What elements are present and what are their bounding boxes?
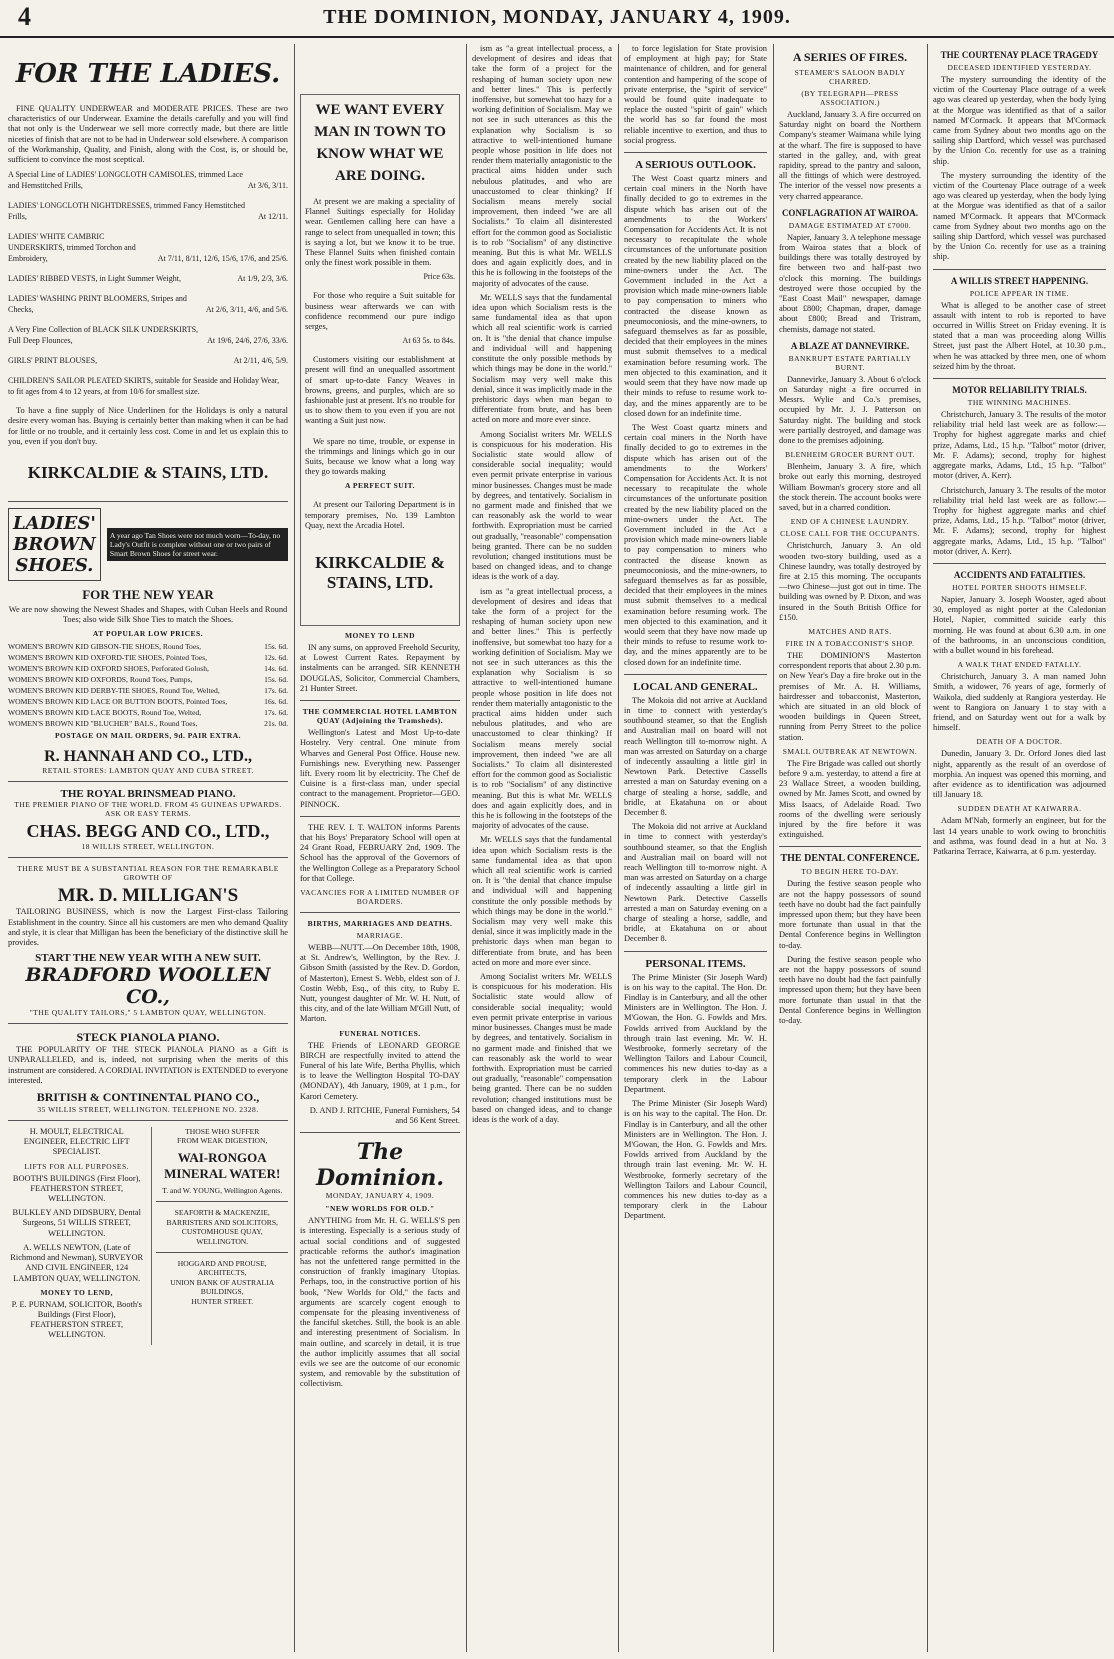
- school-notice: THE REV. I. T. WALTON informs Parents that his Boys' Preparatory School will open at 24 Grant Road, FEBRUARY 2nd, 1909. The School has the approval of the Governors of the Wellington College as a Preparatory School for that College.: [300, 822, 460, 883]
- editorial-continued-3b: Among Socialist writers Mr. WELLS is conspicuous for his moderation. His Socialistic state would allow of considerable social inequality; would even permit private enterprise in various minor businesses. Changes must be made by degrees, and tentatively. Socialism in no garment made and finished that we can reasonably ask the world to wear forthwith. Expropriation must be carried out gradually, "reasonable" compensation being granted. There can be no sudden revolution; changed institutions must be based on changed ideas, and to change ideas is the work of a day.: [472, 972, 612, 1124]
- masthead-title: THE DOMINION, MONDAY, JANUARY 4, 1909.: [323, 6, 791, 28]
- steck-title: STECK PIANOLA PIANO.: [76, 1030, 220, 1045]
- funeral-notice: THE Friends of LEONARD GEORGE BIRCH are respectfully invited to attend the Funeral of his late Wife, Bertha Phyllis, which is to leave the Wellington Hospital TO-DAY (MONDAY), 4th January, 1909, at 1 p.m., for Karori Cemetery.: [300, 1040, 460, 1101]
- shoe-line-price: 15s. 6d.: [264, 675, 288, 685]
- motor-body: Christchurch, January 3. The results of the motor reliability trial held last week are as follow:—Trophy for highest aggregate marks and chief prize, Adams, Ltd., 15 h.p. "Talbot" motor (driver, Mr. F. Adams); second, trophy for highest aggregate marks, Adams, Ltd., 15 h.p. "Talbot" motor (driver, A. Kerr).: [933, 410, 1106, 481]
- shoe-line: [8, 663, 288, 674]
- dental-subheading: TO BEGIN HERE TO-DAY.: [801, 867, 899, 877]
- flannel-suit-ad: [300, 94, 460, 626]
- underwear-item: [8, 355, 288, 366]
- hotel-porter-heading: HOTEL PORTER SHOOTS HIMSELF.: [952, 582, 1087, 592]
- money-to-lend-body: IN any sums, on approved Freehold Security, at Lowest Current Rates. Repayment by instalments can be arranged. SIR KENNETH DOUGLAS, Solicitor, Commercial Chambers, 21 Hunter Street.: [300, 643, 460, 693]
- underwear-item: [8, 169, 288, 191]
- willis-subheading: POLICE APPEAR IN TIME.: [969, 288, 1070, 298]
- bradford-address: "THE QUALITY TAILORS," 5 LAMBTON QUAY, WELLINGTON.: [29, 1008, 267, 1018]
- accidents-heading: ACCIDENTS AND FATALITIES.: [953, 569, 1086, 580]
- wairoa-subheading: DAMAGE ESTIMATED AT £7000.: [788, 220, 912, 230]
- steamer-body: Auckland, January 3. A fire occurred on Saturday night on board the Northern Company's steamer Waimana while lying at the wharf. The fire is supposed to have started in the galley, and, with great rapidity, spread to the pantry and saloon, all the fittings of which were destroyed. The interior of the vessel now presents a very charred appearance.: [779, 110, 921, 201]
- lifts-line: LIFTS FOR ALL PURPOSES.: [24, 1161, 130, 1171]
- blenheim-body: Blenheim, January 3. A fire, which broke out early this morning, destroyed William Bowman's grocery store and all the stock therein. The account books were saved, but in a charred condition.: [779, 462, 921, 513]
- column-rule: [618, 44, 619, 1652]
- shoe-line-name: WOMEN'S BROWN KID GIBSON-TIE SHOES, Round Toes,: [8, 642, 202, 652]
- local-general-body-2: The Mokoia did not arrive at Auckland in time to connect with yesterday's southbound steamer, so that the English and Australian mail on board will not reach Wellington till to-morrow night. A man was arrested on Saturday on a charge of indecently assaulting a little girl in Newtown Park. Detective Cassells arrested a man on Saturday evening on a charge of stealing a horse, saddle, and bridle, at Ekatahuna on or about December 8.: [624, 822, 767, 944]
- underwear-item-price: At 2/6, 3/11, 4/6, and 5/6.: [205, 305, 288, 315]
- popular-prices: AT POPULAR LOW PRICES.: [92, 629, 204, 639]
- close-call-subheading: CLOSE CALL FOR THE OCCUPANTS.: [780, 529, 920, 539]
- shoe-line-price: 21s. 0d.: [264, 719, 288, 729]
- british-continental-address: 35 WILLIS STREET, WELLINGTON. TELEPHONE NO. 2328.: [37, 1105, 259, 1115]
- editorial-continued-2b: Mr. WELLS says that the fundamental idea upon which Socialism rests is the same fundamental idea as that upon which all real scientific work is carried on. It is "the denial that chance impulse and individual will and happening constitute the only possible methods by which things may be done in the world." Socialism may very well make this denial, since it was implicitly made in the prehistoric days when man began to differentiate from brute, and has been acted on more and more ever since.: [472, 835, 612, 967]
- begg-address: 18 WILLIS STREET, WELLINGTON.: [81, 842, 215, 852]
- series-of-fires-heading: A SERIES OF FIRES.: [792, 50, 908, 64]
- close-call-body: Christchurch, January 3. An old wooden two-story building, used as a Chinese laundry, was totally destroyed by fire at 2.15 this morning. The occupants—two Chinese—just got out in time. The building was owned by P. Dixon, and was insured in the South British Office for £150.: [779, 541, 921, 622]
- masthead: [0, 0, 1114, 38]
- wairoa-body: Napier, January 3. A telephone message from Wairoa states that a block of buildings there was totally destroyed by fire between two and half-past two o'clock this morning. The buildings destroyed were those occupied by the "East Coast Mail" newspaper, damage about £800; Chapman, draper, damage about £800; Bread and Tristram, chemists, damage not stated.: [779, 232, 921, 334]
- milligan-body: TAILORING BUSINESS, which is now the Largest First-class Tailoring Establishment in the country. Since all his customers are men who demand Quality and style, it is clear that Milligan has been the beneficiary of the distinctive skill he provides.: [8, 907, 288, 948]
- vacancies-line: VACANCIES FOR A LIMITED NUMBER OF BOARDERS.: [300, 887, 460, 906]
- doctor-body: Dunedin, January 3. Dr. Orford Jones died last night, apparently as the result of an overdose of morphia. An inquest was opened this morning, and after evidence as to identification was adjourned till January 18.: [933, 749, 1106, 800]
- shoe-line: [8, 696, 288, 707]
- commercial-hotel-body: Wellington's Latest and Most Up-to-date Hostelry. Very central. One minute from Wharves and General Post Office. House new. Furnishings new. Everything new. Passenger lift. Every room lit by electricity. The Chef de Cuisine is a first-class man, under special contract to the management. Proprietor—GEO. PINNOCK.: [300, 728, 460, 809]
- personal-items-heading: PERSONAL ITEMS.: [645, 957, 746, 970]
- underwear-item-name: LADIES' WASHING PRINT BLOOMERS, Stripes and Checks,: [8, 294, 187, 315]
- shoe-line-price: 15s. 6d.: [264, 642, 288, 652]
- editorial-date: MONDAY, JANUARY 4, 1909.: [325, 1191, 435, 1201]
- shoe-line-name: WOMEN'S BROWN KID OXFORD-TIE SHOES, Pointed Toes,: [8, 653, 207, 663]
- newtown-body: The Fire Brigade was called out shortly before 9 a.m. yesterday, to attend a fire at 23 Wallace Street, a wooden building, owned by Mr. James Scott, and owned by Miss Isaacs, of Adelaide Road. Two rooms of the dwelling were seriously injured by the fire before it was extinguished.: [779, 758, 921, 840]
- column-1-advertisements: FOR THE LADIES. FINE QUALITY UNDERWEAR and MODERATE PRICES. These are two characteristics of our Underwear. Examine the details carefully and you will find that not only is the Underwear we sell more correctly made, but there are little niceties of finish that are not to be had in Underwear sold elsewhere. A comparison of the Workmanship, Quality, and Finish, along with the Cost, is, or should be, sufficient to convince the most sceptical. A Special Line of LADIES' LONGCLOTH CAMISOLES, trimmed Lace and Hemstitched Frills, At 3/6, 3/11. LADIES' LONGCLOTH NIGHTDRESSES, trimmed Fancy Hemstitched Frills, At 12/11. LADIES' WHITE CAMBRIC UNDERSKIRTS, trimmed Torchon and Embroidery, At 7/11, 8/11, 12/6, 15/6, 17/6, and 25/6. LADIES' RIBBED VESTS, in Light Summer Weight, At 1/9, 2/3, 3/6. LADIES' WASHING PRINT BLOOMERS, Stripes and Checks, At 2/6, 3/11, 4/6, and 5/6. A Very Fine Collection of BLACK SILK UNDERSKIRTS, Full Deep Flounces, At 19/6, 24/6, 27/6, 33/6. GIRLS' PRINT BLOUSES, At 2/11, 4/6, 5/9. CHILDREN'S SAILOR PLEATED SKIRTS, suitable for Seaside and Holiday Wear, to fit ages from 4 to 12 years, at from 10/6 for smallest size. To have a fine supply of Nice Underlinen for the Holidays is only a natural desire every woman has. Buying is certainly better than making when it can be had for little or no trouble, and it certainly less cost. Come in and let us explain this to you, even if you don't buy. KIRKCALDIE & STAINS, LTD. LADIES' BROWN SHOES. A year ago Tan Shoes were not much worn—To-day, no Lady's Outfit is complete without one or two pairs of Smart Brown Shoes for street wear. FOR THE NEW YEAR We are now showing the Newest Shades and Shapes, with Cuban Heels and Round Toes; also wide Silk Shoe Ties to match the Shoes. AT POPULAR LOW PRICES. WOMEN'S BROWN KID GIBSON-TIE SHOES, Round Toes, 15s. 6d. WOMEN'S BROWN KID OXFORD-TIE SHOES, Pointed Toes, 12s. 6d. WOMEN'S BROWN KID OXFORD SHOES, Perforated Golosh, 14s. 6d. WOMEN'S BROWN KID OXFORDS, Round Toes, Pumps, 15s. 6d. WOMEN'S BROWN KID DERBY-TIE SHOES, Round Toe, Welted, 17s. 6d. WOMEN'S BROWN KID LACE OR BUTTON BOOTS, Pointed Toes, 16s. 6d. WOMEN'S BROWN KID LACE BOOTS, Round Toe, Welted, 17s. 6d. WOMEN'S BROWN KID "BLUCHER" BALS., Round Toes, 21s. 0d. POSTAGE ON MAIL ORDERS, 9d. PAIR EXTRA. R. HANNAH AND CO., LTD., RETAIL STORES: LAMBTON QUAY AND CUBA STREET. THE ROYAL BRINSMEAD PIANO. THE PREMIER PIANO OF THE WORLD. FROM 45 GUINEAS UPWARDS. ASK OR EASY TERMS. CHAS. BEGG AND CO., LTD., 18 WILLIS STREET, WELLINGTON. THERE MUST BE A SUBSTANTIAL REASON FOR THE REMARKABLE GROWTH OF MR. D. MILLIGAN'S TAILORING BUSINESS, which is now the Largest First-class Tailoring Establishment in the country. Since all his customers are men who demand Quality and style, it is clear that Milligan has been the beneficiary of the distinctive skill he provides. START THE NEW YEAR WITH A NEW SUIT. BRADFORD WOOLLEN CO., "THE QUALITY TAILORS," 5 LAMBTON QUAY, WELLINGTON. STECK PIANOLA PIANO. THE POPULARITY OF THE STECK PIANOLA PIANO as a Gift is UNPARALLELED, and is, indeed, not surprising when the merits of this instrument are considered. A CORDIAL INVITATION is EXTENDED to everyone interested. BRITISH & CONTINENTAL PIANO CO., 35 WILLIS STREET, WELLINGTON. TELEPHONE NO. 2328. H. MOULT, ELECTRICAL ENGINEER, ELECTRIC LIFT SPECIALIST. LIFTS FOR ALL PURPOSES. BOOTH'S BUILDINGS (First Floor), FEATHERSTON STREET, WELLINGTON. BULKLEY AND DIDSBURY, Dental Surgeons, 51 WILLIS STREET, WELLINGTON. A. WELLS NEWTON, (Late of Richmond and Newman), SURVEYOR AND CIVIL ENGINEER, 124 LAMBTON QUAY, WELLINGTON. MONEY TO LEND, P. E. PURNAM, SOLICITOR, Booth's Buildings (First Floor), FEATHERSTON STREET, WELLINGTON. THOSE WHO SUFFER FROM WEAK DIGESTION, WAI-RONGOA MINERAL WATER! T. and W. YOUNG, Wellington Agents. SEAFORTH & MACKENZIE, BARRISTERS AND SOLICITORS, CUSTOMHOUSE QUAY, WELLINGTON. HOGGARD AND PROUSE, ARCHITECTS, UNION BANK OF AUSTRALIA BUILDINGS, HUNTER STREET.: [8, 44, 288, 1652]
- hannah-address: RETAIL STORES: LAMBTON QUAY AND CUBA STREET.: [42, 766, 254, 776]
- shoe-line-price: 16s. 6d.: [264, 697, 288, 707]
- begg-firm: CHAS. BEGG AND CO., LTD.,: [26, 821, 270, 842]
- shoe-line: [8, 652, 288, 663]
- underwear-item: [8, 200, 288, 222]
- underwear-item: [8, 293, 288, 315]
- tobacconist-subheading: FIRE IN A TOBACCONIST'S SHOP.: [785, 638, 915, 648]
- walk-body: Christchurch, January 3. A man named John Smith, a widower, 76 years of age, formerly of Waikola, died suddenly at Rangiora yesterday. He went to Rangiora on January 1 to stay with a friend, and on Saturday went out for a walk by himself.: [933, 672, 1106, 733]
- underwear-item-price: At 7/11, 8/11, 12/6, 15/6, 17/6, and 25/6.: [157, 254, 288, 264]
- wairoa-heading: CONFLAGRATION AT WAIROA.: [781, 207, 919, 218]
- perfect-suit: A PERFECT SUIT.: [345, 481, 415, 491]
- tailoring-price-2: At 63 5s. to 84s.: [402, 336, 455, 346]
- editorial-text: ANYTHING from Mr. H. G. WELLS'S pen is interesting. Especially is a serious study of actual social conditions and of suggested practicable reforms the author's imagination has not the unfettered range permitted in the construction of frankly imaginary Utopias. Perhaps, too, in the constructive portion of his book, "New Worlds for Old," the facts and arguments are scarcely cogent enough to compensate for the pleasing inventiveness of the fanciful sketches. Still, the book is an able and interesting presentment of Socialism. In main outline, and scarcely in detail, it is true the author implicitly assumes that all social evils we see are the outcome of our economic system, and removable by the substitution of collectivism.: [300, 1216, 460, 1389]
- editorial-continued-3: Among Socialist writers Mr. WELLS is conspicuous for his moderation. His Socialistic state would allow of considerable social inequality; would even permit private enterprise in various minor businesses. Changes must be made by degrees, and tentatively. Socialism in no garment made and finished that we can reasonably ask the world to wear forthwith. Expropriation must be carried out gradually, "reasonable" compensation being granted. There can be no sudden revolution; changed institutions must be based on changed ideas, and to change ideas is the work of a day.: [472, 429, 612, 582]
- courtenay-body-2: The mystery surrounding the identity of the victim of the Courtenay Place outrage of a week ago was cleared up yesterday, when the body lying at the Morgue was identified as that of a sailor named M'Cormack. It appears that M'Cormack came from Sydney about two months ago on the sailing ship Dartford, which vessel was purchased by the Union Co. recently for use as a training ship.: [933, 170, 1106, 262]
- tailoring-p1: At present we are making a speciality of Flannel Suitings especially for Holiday wear. Gentlemen calling here can have a range to select from unequalled in town; this is saying a lot, but we know it to be true. These Flannel Suits when finished contain only the finest work possible in them.: [305, 197, 455, 268]
- local-general-body: The Mokoia did not arrive at Auckland in time to connect with yesterday's southbound steamer, so that the English and Australian mail on board will not reach Wellington till to-morrow night. A man was arrested on Saturday on a charge of indecently assaulting a little girl in Newtown Park. Detective Cassells arrested a man on Saturday evening on a charge of stealing a horse, saddle, and bridle, at Ekatahuna on or about December 8.: [624, 695, 767, 818]
- purnam-ad: P. E. PURNAM, SOLICITOR, Booth's Buildings (First Floor), FEATHERSTON STREET, WELLINGTON.: [11, 1299, 142, 1340]
- kirkcaldie-firm-name: KIRKCALDIE & STAINS, LTD.: [27, 463, 269, 483]
- dental-body: During the festive season people who are not the happy possessors of sound teeth have no doubt had the fact painfully impressed upon them; but they have been more fortunate than usual in that the Dental Conference begins in Wellington to-day.: [779, 879, 921, 950]
- shoe-line-price: 17s. 6d.: [264, 686, 288, 696]
- underwear-item-name: A Very Fine Collection of BLACK SILK UNDERSKIRTS, Full Deep Flounces,: [8, 325, 199, 346]
- underlinen-closing: To have a fine supply of Nice Underlinen for the Holidays is only a natural desire every woman has. Buying is certainly better than making when it can be had for little or no trouble, and it certainly less cost. Come in and let us explain this to you, even if you don't buy.: [8, 406, 288, 446]
- willis-heading: A WILLIS STREET HAPPENING.: [950, 275, 1089, 286]
- dental-body-2: During the festive season people who are not the happy possessors of sound teeth have no doubt had the fact painfully impressed upon them; but they have been more fortunate than usual in that the Dental Conference begins in Wellington to-day.: [779, 954, 921, 1026]
- hannah-firm: R. HANNAH AND CO., LTD.,: [44, 748, 252, 766]
- commercial-hotel-heading: THE COMMERCIAL HOTEL LAMBTON QUAY (Adjoining the Tramsheds).: [302, 707, 458, 726]
- serious-outlook-body-2: The West Coast quartz miners and certain coal miners in the North have finally decided to go to extremes in the dispute which has arisen out of the amendments to the Workers' Compensation for Accidents Act. It is not necessary to recapitulate the whole circumstances of the unfortunate position created by the new liability placed on the mine-owners under the Act. The Government included in the Act a provision which made mine-owners liable to pay compensation to miners who contracted the disease known as pneumoconiosis, and the mine-owners, to safeguard themselves as far as possible, decided that their employees in the mines must submit themselves to a medical examination before resuming work. The men objected to this examination, and it would seem that they have now made up their minds to refuse to resume work to-day, and the mines apparently are to be closed down for an indefinite time.: [624, 422, 767, 667]
- new-year-sub: We are now showing the Newest Shades and Shapes, with Cuban Heels and Round Toes; also wide Silk Shoe Ties to match the Shoes.: [8, 605, 288, 625]
- wells-newton-ad: A. WELLS NEWTON, (Late of Richmond and Newman), SURVEYOR AND CIVIL ENGINEER, 124 LAMBTON QUAY, WELLINGTON.: [10, 1242, 144, 1283]
- tailoring-p5: At present our Tailoring Department is in temporary premises, No. 139 Lambton Quay, next the Arcadia Hotel.: [305, 500, 455, 530]
- tailoring-headline: WE WANT EVERY MAN IN TOWN TO KNOW WHAT WE ARE DOING.: [314, 102, 446, 184]
- courtenay-body: The mystery surrounding the identity of the victim of the Courtenay Place outrage of a week ago was cleared up yesterday, when the body lying at the Morgue was identified as that of a sailor named M'Cormack. It appears that M'Cormack came from Sydney about two months ago on the sailing ship Dartford, which vessel was purchased by the Union Co. recently for use as a training ship.: [933, 75, 1106, 166]
- local-general-heading: LOCAL AND GENERAL.: [633, 680, 758, 693]
- hotel-porter-body: Napier, January 3. Joseph Wooster, aged about 30, employed as night porter at the Caledonian Hotel, Napier, committed suicide early this morning. He was found at about 6.30 a.m. in one of the bathrooms, in an unconscious condition, with a bullet wound in his forehead.: [933, 594, 1106, 655]
- shoe-price-list: [8, 641, 288, 729]
- personal-items-body-2: The Prime Minister (Sir Joseph Ward) is on his way to the capital. The Hon. Dr. Findlay is in Canterbury, and all the other Ministers are in Wellington. The Hon. J. M'Gowan, the Hon. G. Fowlds and Mrs. Fowlds arrived from Auckland by the through train last evening. Mr. W. H. Westbrooke, formerly secretary of the Wellington Tailors and Labour Council, commences his new duties to-day as a temporary clerk in the Labour Department.: [624, 1099, 767, 1221]
- editorial-continued-1: ism as "a great intellectual process, a development of desires and ideas that take the form of a project for the reshaping of human society upon new and better lines." This is perfectly inoffensive, but somewhat too hazy for a working definition of Socialism. May we not see in such utterances as this the explanation why Socialism is so attractive to well-intentioned humane people whose position in life does not render them materially antagonistic to the practical aims hidden under such nebulous platitudes, and who are unaccustomed to clear thinking? If Socialism means merely social improvement, then indeed "we are all Socialists." To claim all disinterested effort for the common good as Socialistic is to rob "Socialism" of any distinctive meaning. But this is what Mr. WELLS does and again explicitly does, and in this he is following in the footsteps of the majority of advocates of the cause.: [472, 44, 612, 288]
- personal-items-body: The Prime Minister (Sir Joseph Ward) is on his way to the capital. The Hon. Dr. Findlay is in Canterbury, and all the other Ministers are in Wellington. The Hon. J. M'Gowan, the Hon. G. Fowlds and Mrs. Fowlds arrived from Auckland by the through train last evening. Mr. W. H. Westbrooke, formerly secretary of the Wellington Tailors and Labour Council, commences his new duties to-day as a temporary clerk in the Labour Department.: [624, 972, 767, 1094]
- bradford-firm: BRADFORD WOOLLEN CO.,: [25, 964, 271, 1009]
- newspaper-nameplate: The Dominion.: [315, 1139, 445, 1192]
- underwear-item-name: LADIES' RIBBED VESTS, in Light Summer Weight,: [8, 274, 181, 284]
- tailoring-p3: Customers visiting our establishment at present will find an unequalled assortment of smart up-to-date Fancy Weaves in browns, greens, and purples, which are so fashionable just at present. It's no trouble for us to show them to you even if you are not wanting a Suit just now.: [305, 355, 455, 426]
- byline: (BY TELEGRAPH—PRESS ASSOCIATION.): [801, 89, 899, 107]
- underwear-item-price: At 2/11, 4/6, 5/9.: [233, 356, 288, 366]
- column-4: [624, 44, 767, 1652]
- underwear-item: [8, 273, 288, 284]
- courtenay-subheading: DECEASED IDENTIFIED YESTERDAY.: [947, 63, 1092, 72]
- tailoring-p2: For those who require a Suit suitable for business wear afterwards we can with confidence recommend our pure indigo serges,: [305, 291, 455, 332]
- shoe-line-name: WOMEN'S BROWN KID OXFORDS, Round Toes, Pumps,: [8, 675, 193, 685]
- brinsmead-piano-title: THE ROYAL BRINSMEAD PIANO.: [60, 788, 236, 801]
- column-rule: [773, 44, 774, 1652]
- new-year-heading: FOR THE NEW YEAR: [82, 587, 214, 603]
- editorial-continued-2: Mr. WELLS says that the fundamental idea upon which Socialism rests is the same fundamental idea as that upon which all real scientific work is carried on. It is "the denial that chance impulse and individual will and happening constitute the only possible methods by which things may be done in the world." Socialism may very well make this denial, since it was implicitly made in the prehistoric days when man began to differentiate from brute, and has been acted on more and more ever since.: [472, 292, 612, 425]
- births-marriages-deaths-heading: BIRTHS, MARRIAGES AND DEATHS.: [307, 918, 453, 928]
- column-rule: [927, 44, 928, 1652]
- money-to-lend-small: MONEY TO LEND,: [40, 1287, 113, 1297]
- editorial-headline: "NEW WORLDS FOR OLD.": [325, 1204, 435, 1214]
- shoe-line-name: WOMEN'S BROWN KID "BLUCHER" BALS., Round Toes,: [8, 719, 198, 729]
- underwear-item-price: At 1/9, 2/3, 3/6.: [237, 274, 288, 284]
- undertaker-ad: D. AND J. RITCHIE, Funeral Furnishers, 54 and 56 Kent Street.: [309, 1105, 460, 1125]
- kaiwarra-heading: SUDDEN DEATH AT KAIWARRA.: [957, 804, 1082, 814]
- serious-outlook-heading: A SERIOUS OUTLOOK.: [635, 159, 756, 172]
- underwear-item-name: CHILDREN'S SAILOR PLEATED SKIRTS, suitable for Seaside and Holiday Wear, to fit ages from 4 to 12 years, at from 10/6 for smallest size.: [8, 376, 280, 397]
- motor-heading: MOTOR RELIABILITY TRIALS.: [952, 385, 1087, 396]
- tailoring-price-1: Price 63s.: [423, 272, 455, 282]
- willis-body: What is alleged to be another case of street assault with intent to rob is reported to have occurred in Willis Street on Friday evening. It is stated that a man was proceeding along Willis Street, just past the Albert Hotel, at 10.30 p.m., when he was attacked by three men, one of whom seized him by the throat.: [933, 300, 1106, 371]
- matches-heading: MATCHES AND RATS.: [808, 626, 892, 636]
- column-rule: [294, 44, 295, 1652]
- underwear-item-price: At 19/6, 24/6, 27/6, 33/6.: [207, 336, 288, 346]
- booth-address: BOOTH'S BUILDINGS (First Floor), FEATHERSTON STREET, WELLINGTON.: [12, 1173, 141, 1204]
- marriage-subheading: MARRIAGE.: [356, 930, 404, 940]
- brown-shoes-title: LADIES' BROWN SHOES.: [8, 508, 101, 581]
- serious-outlook-body: The West Coast quartz miners and certain coal miners in the North have finally decided to go to extremes in the dispute which has arisen out of the amendments to the Workers' Compensation for Accidents Act. It is not necessary to recapitulate the whole circumstances of the unfortunate position created by the new liability placed on the mine-owners under the Act. The Government included in the Act a provision which made mine-owners liable to pay compensation to miners who contracted the disease known as pneumoconiosis, and the mine-owners, to safeguard themselves as far as possible, decided that their employees in the mines must submit themselves to a medical examination before resuming work. The men objected to this examination, and it would seem that they have now made up their minds to refuse to resume work to-day, and the mines apparently are to be closed down for an indefinite time.: [624, 174, 767, 418]
- shoe-line-price: 12s. 6d.: [264, 653, 288, 663]
- column-5: [779, 44, 921, 1652]
- shoe-line-name: WOMEN'S BROWN KID LACE BOOTS, Round Toe, Welted,: [8, 708, 202, 718]
- shoe-line: [8, 718, 288, 729]
- new-suit-heading: START THE NEW YEAR WITH A NEW SUIT.: [35, 952, 261, 965]
- underwear-item-name: LADIES' WHITE CAMBRIC UNDERSKIRTS, trimmed Torchon and Embroidery,: [8, 232, 136, 264]
- dannevirke-heading: A BLAZE AT DANNEVIRKE.: [790, 340, 910, 351]
- doctor-heading: DEATH OF A DOCTOR.: [976, 737, 1063, 747]
- shoe-line: [8, 685, 288, 696]
- ladies-heading: FOR THE LADIES.: [15, 59, 281, 89]
- shoe-line: [8, 674, 288, 685]
- page-number: 4: [18, 2, 31, 31]
- chinese-laundry-heading: END OF A CHINESE LAUNDRY.: [790, 517, 910, 527]
- kaiwarra-body: Adam M'Nab, formerly an engineer, but for the last 14 years unable to work owing to bronchitis and asthma, was found dead in a hut at No. 3 Patkarina Terrace, Kaiwarra, at 6 p.m. yesterday.: [933, 816, 1106, 856]
- british-continental-firm: BRITISH & CONTINENTAL PIANO CO.,: [36, 1090, 260, 1105]
- funeral-heading: FUNERAL NOTICES.: [339, 1028, 421, 1038]
- walk-heading: A WALK THAT ENDED FATALLY.: [957, 660, 1082, 670]
- underwear-item-name: GIRLS' PRINT BLOUSES,: [8, 356, 98, 366]
- shoe-line-name: WOMEN'S BROWN KID DERBY-TIE SHOES, Round Toe, Welted,: [8, 686, 220, 696]
- shoe-line-price: 14s. 6d.: [264, 664, 288, 674]
- dannevirke-subheading: BANKRUPT ESTATE PARTIALLY BURNT.: [788, 353, 912, 372]
- column-3: [472, 44, 612, 1652]
- underwear-item: [8, 375, 288, 397]
- tailoring-p4: We spare no time, trouble, or expense in the trimmings and linings which go in our Suits, because we know what a long way they go towards making: [305, 436, 455, 477]
- money-to-lend-heading: MONEY TO LEND: [344, 631, 416, 641]
- dental-heading: THE DENTAL CONFERENCE.: [780, 853, 920, 865]
- steamer-subheading: STEAMER'S SALOON BADLY CHARRED.: [794, 68, 906, 86]
- underwear-item-price: At 12/11.: [258, 212, 288, 222]
- underwear-item-name: LADIES' LONGCLOTH NIGHTDRESSES, trimmed Fancy Hemstitched Frills,: [8, 201, 245, 222]
- shoe-line-price: 17s. 6d.: [264, 708, 288, 718]
- tobacconist-body: THE DOMINION'S Masterton correspondent reports that about 2.30 p.m. on New Year's Day a fire broke out in the premises of Mr. A. H. Williams, hairdresser and tobacconist, Masterton, which are situated in an old block of wooden buildings in Queen Street, running from Perry Street to the police station.: [779, 650, 921, 742]
- editorial-conclusion: to force legislation for State provision of employment at high pay; for State maintenance of children, and for general contention and hampering of the scope of private enterprise, the "spirit of service" would be found quite inadequate to replace the ousted "spirit of gain" which the world has so far found the most reliable incentive to exertion, and thus to social progress.: [624, 44, 767, 145]
- bulkley-ad: BULKLEY AND DIDSBURY, Dental Surgeons, 51 WILLIS STREET, WELLINGTON.: [12, 1208, 141, 1238]
- dannevirke-body: Dannevirke, January 3. About 6 o'clock on Saturday night a fire occurred in Messrs. Wylie and Co.'s premises, occupied by Mr. J. J. Patterson on Saturday night. The building and stock were partially destroyed, and damage was done to the premises adjoining.: [779, 374, 921, 446]
- postage-note: POSTAGE ON MAIL ORDERS, 9d. PAIR EXTRA.: [54, 731, 242, 741]
- brinsmead-sub: THE PREMIER PIANO OF THE WORLD. FROM 45 GUINEAS UPWARDS. ASK OR EASY TERMS.: [14, 800, 282, 819]
- underwear-item-name: A Special Line of LADIES' LONGCLOTH CAMISOLES, trimmed Lace and Hemstitched Frills,: [8, 170, 243, 191]
- shoe-line: [8, 641, 288, 652]
- shoe-line: [8, 707, 288, 718]
- moult-ad: H. MOULT, ELECTRICAL ENGINEER, ELECTRIC LIFT SPECIALIST.: [23, 1127, 130, 1157]
- courtenay-heading: THE COURTENAY PLACE TRAGEDY: [940, 50, 1099, 60]
- column-2: [300, 44, 460, 1652]
- marriage-notice: WEBB—NUTT.—On December 18th, 1908, at St. Andrew's, Wellington, by the Rev. J. Gibson Smith (assisted by the Rev. D. Gordon, of Masterton), Ernest S. Webb, eldest son of J. Costin Webb, Esq., of this city, to Ruby E. Nutt, youngest daughter of Mr. W. H. Nutt, of this city, and of the late William M'Gill Nutt, of Marton.: [300, 942, 460, 1024]
- brown-shoes-note: A year ago Tan Shoes were not much worn—To-day, no Lady's Outfit is complete without one or two pairs of Smart Brown Shoes for street wear.: [107, 528, 288, 561]
- motor-subheading: THE WINNING MACHINES.: [967, 398, 1072, 408]
- underwear-item-price: At 3/6, 3/11.: [247, 181, 288, 191]
- column-rule: [466, 44, 467, 1652]
- editorial-continued-1b: ism as "a great intellectual process, a development of desires and ideas that take the form of a project for the reshaping of human society upon new and better lines." This is perfectly inoffensive, but somewhat too hazy for a working definition of Socialism. May we not see in such utterances as this the explanation why Socialism is so attractive to well-intentioned humane people whose position in life does not render them materially antagonistic to the practical aims hidden under such nebulous platitudes, and who are unaccustomed to clear thinking? If Socialism means merely social improvement, then indeed "we are all Socialists." To claim all disinterested effort for the common good as Socialistic is to rob "Socialism" of any distinctive meaning. But this is what Mr. WELLS does and again explicitly does, and in this he is following in the footsteps of the majority of advocates of the cause.: [472, 586, 612, 831]
- column-6: [933, 44, 1106, 1652]
- blenheim-heading: BLENHEIM GROCER BURNT OUT.: [785, 450, 915, 460]
- motor-body-2: Christchurch, January 3. The results of the motor reliability trial held last week are as follow:—Trophy for highest aggregate marks and chief prize, Adams, Ltd., 15 h.p. "Talbot" motor (driver, Mr. F. Adams); second, trophy for highest aggregate marks, Adams, Ltd., 15 h.p. "Talbot" motor (driver, A. Kerr).: [933, 485, 1106, 556]
- underwear-item: [8, 231, 288, 264]
- underwear-intro: FINE QUALITY UNDERWEAR and MODERATE PRICES. These are two characteristics of our Underwear. Examine the details carefully and you will find that not only is the Underwear we sell more correctly made, but there are little niceties of finish that are not to be had in Underwear sold elsewhere. A comparison of the Workmanship, Quality, and Finish, along with the Cost, is, or should be, sufficient to convince the most sceptical.: [8, 104, 288, 165]
- underwear-list: [8, 169, 288, 397]
- shoe-line-name: WOMEN'S BROWN KID OXFORD SHOES, Perforated Golosh,: [8, 664, 209, 674]
- shoe-line-name: WOMEN'S BROWN KID LACE OR BUTTON BOOTS, Pointed Toes,: [8, 697, 228, 707]
- newtown-heading: SMALL OUTBREAK AT NEWTOWN.: [782, 746, 918, 756]
- underwear-item: [8, 324, 288, 346]
- milligan-name: MR. D. MILLIGAN'S: [57, 885, 239, 907]
- steck-body: THE POPULARITY OF THE STECK PIANOLA PIANO as a Gift is UNPARALLELED, and is, indeed, not surprising when the merits of this instrument are considered. A CORDIAL INVITATION is EXTENDED to everyone interested.: [8, 1045, 288, 1085]
- kirkcaldie-firm-2: KIRKCALDIE & STAINS, LTD.: [315, 553, 445, 593]
- milligan-lead: THERE MUST BE A SUBSTANTIAL REASON FOR THE REMARKABLE GROWTH OF: [17, 864, 279, 883]
